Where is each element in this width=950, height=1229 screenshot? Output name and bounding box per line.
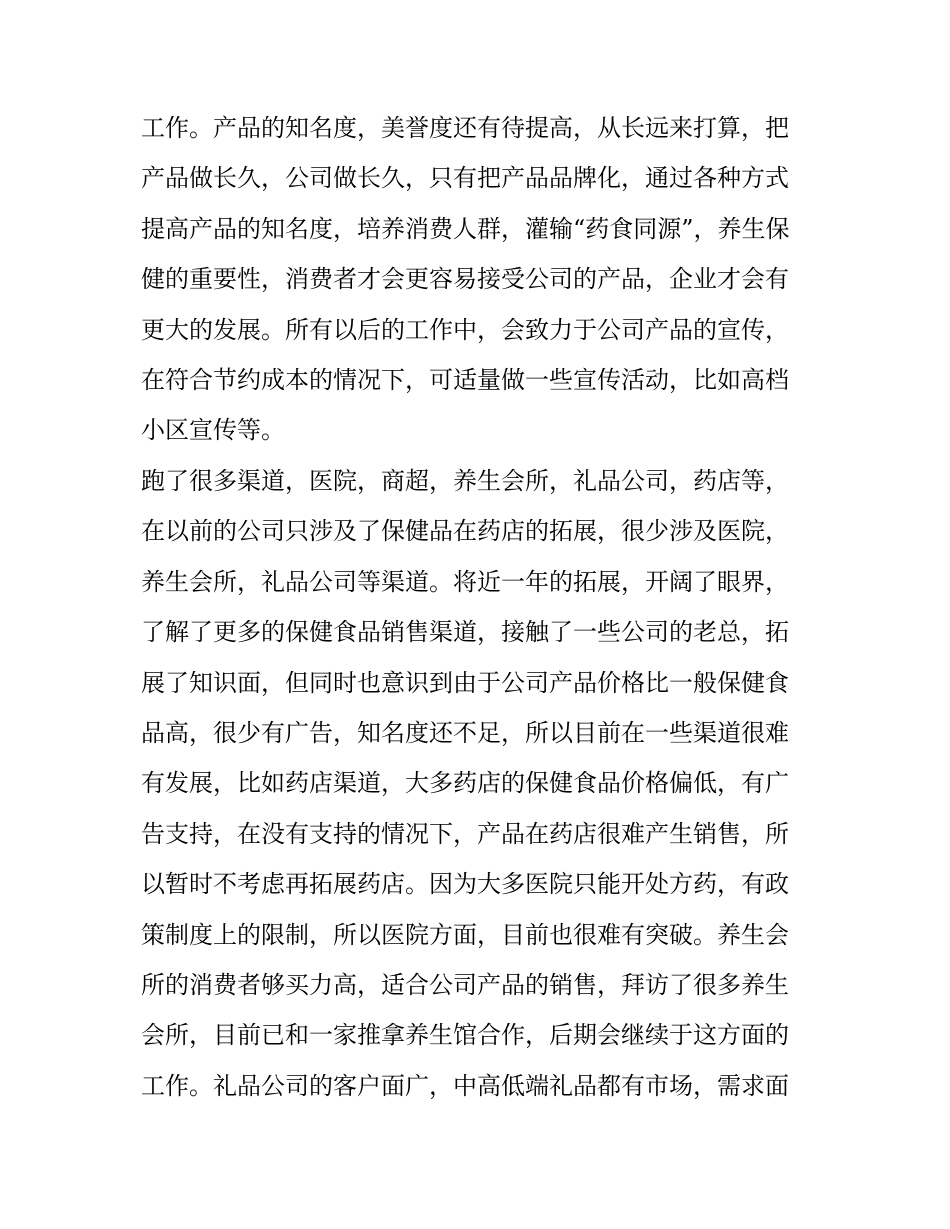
text-line: 品高，很少有广告，知名度还不足，所以目前在一些渠道很难 <box>141 718 789 747</box>
text-line: 提高产品的知名度，培养消费人群，灌输“药食同源”，养生保 <box>141 214 790 243</box>
text-line: 产品做长久，公司做长久，只有把产品品牌化，通过各种方式 <box>141 164 789 193</box>
text-line: 小区宣传等。 <box>141 416 285 445</box>
text-line: 跑了很多渠道，医院，商超，养生会所，礼品公司，药店等， <box>141 467 789 495</box>
text-line: 以暂时不考虑再拓展药店。因为大多医院只能开处方药，有政 <box>141 870 789 899</box>
paragraph-1 <box>141 103 813 456</box>
text-line: 告支持，在没有支持的情况下，产品在药店很难产生销售，所 <box>141 819 789 848</box>
text-line: 更大的发展。所有以后的工作中，会致力于公司产品的宣传， <box>141 315 789 344</box>
text-line: 健的重要性，消费者才会更容易接受公司的产品，企业才会有 <box>141 265 789 294</box>
text-line: 工作。礼品公司的客户面广，中高低端礼品都有市场，需求面 <box>141 1071 789 1100</box>
text-line: 在符合节约成本的情况下，可适量做一些宣传活动，比如高档 <box>141 365 789 394</box>
paragraph-2 <box>141 456 813 1111</box>
text-line: 养生会所，礼品公司等渠道。将近一年的拓展，开阔了眼界， <box>141 567 789 596</box>
text-line: 展了知识面，但同时也意识到由于公司产品价格比一般保健食 <box>141 668 789 697</box>
text-line: 会所，目前已和一家推拿养生馆合作，后期会继续于这方面的 <box>141 1021 789 1050</box>
text-line: 工作。产品的知名度，美誉度还有待提高，从长远来打算，把 <box>141 114 789 142</box>
text-line: 了解了更多的保健食品销售渠道，接触了一些公司的老总，拓 <box>141 618 789 647</box>
text-line: 有发展，比如药店渠道，大多药店的保健食品价格偏低，有广 <box>141 769 789 798</box>
text-line: 策制度上的限制，所以医院方面，目前也很难有突破。养生会 <box>141 920 789 949</box>
text-line: 所的消费者够买力高，适合公司产品的销售，拜访了很多养生 <box>141 970 789 999</box>
text-line: 在以前的公司只涉及了保健品在药店的拓展，很少涉及医院， <box>141 517 789 546</box>
